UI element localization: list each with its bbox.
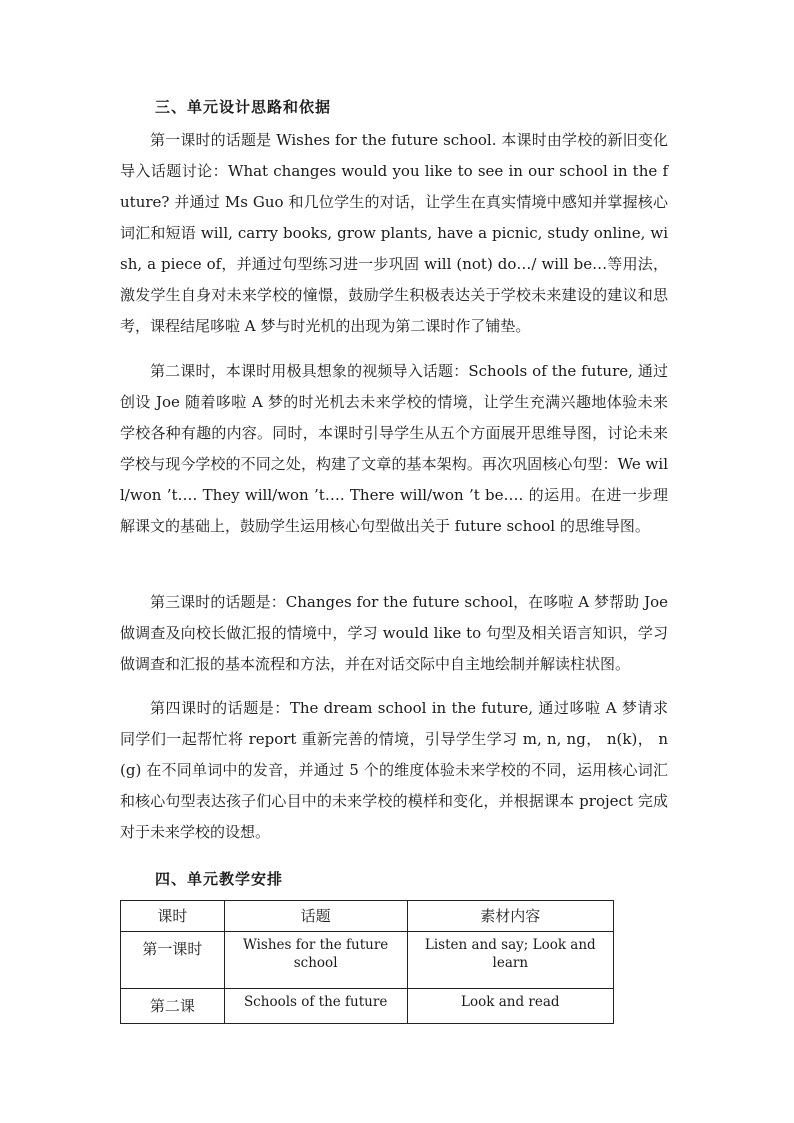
paragraph-lesson-2: 第二课时，本课时用极具想象的视频导入话题：Schools of the future, 通过创设 Joe 随着哆啦 A 梦的时光机去未来学校的情境，让学生充满兴趣地体验未来学校各种有趣的内容。同时，本课时引导学生从五个方面展开思维导图，讨论未来学校与现今学校的不同之处，构建了文章的基本架构。再次巩固核心句型：We will/won ’t…. They will/won ’t…. There will/won ’t be…. 的运用。在进一步理解课文的基础上，鼓励学生运用核心句型做出关于 future school 的思维导图。 bbox=[120, 362, 668, 535]
column-header-lesson: 课时 bbox=[121, 901, 225, 932]
section-heading-design-rationale: 三、单元设计思路和依据 bbox=[155, 98, 332, 116]
teaching-schedule-table bbox=[120, 900, 614, 1024]
lesson-cell: 第一课时 bbox=[121, 932, 225, 989]
table-row bbox=[121, 989, 614, 1024]
table-header-row bbox=[121, 901, 614, 932]
material-cell: Listen and say; Look and learn bbox=[407, 932, 613, 989]
paragraph-lesson-4: 第四课时的话题是：The dream school in the future, 通过哆啦 A 梦请求同学们一起帮忙将 report 重新完善的情境，引导学生学习 m, n, ng， n(k)， n(g) 在不同单词中的发音，并通过 5 个的维度体验未来学校的不同，运用核心词汇和核心句型表达孩子们心目中的未来学校的模样和变化，并根据课本 project 完成对于未来学校的设想。 bbox=[120, 699, 668, 841]
topic-cell: Wishes for the future school bbox=[224, 932, 407, 989]
lesson-cell: 第二课 bbox=[121, 989, 225, 1024]
paragraph-lesson-1: 第一课时的话题是 Wishes for the future school. 本课时由学校的新旧变化导入话题讨论：What changes would you like to see in our school in the future? 并通过 Ms Guo 和几位学生的对话，让学生在真实情境中感知并掌握核心词汇和短语 will, carry books, grow plants, have a picnic, study online, wish, a piece of，并通过句型练习进一步巩固 will (not) do…/ will be…等用法，激发学生自身对未来学校的憧憬，鼓励学生积极表达关于学校未来建设的建议和思考，课程结尾哆啦 A 梦与时光机的出现为第二课时作了铺垫。 bbox=[120, 131, 668, 335]
column-header-topic: 话题 bbox=[224, 901, 407, 932]
table-row bbox=[121, 932, 614, 989]
material-cell: Look and read bbox=[407, 989, 613, 1024]
paragraph-lesson-3: 第三课时的话题是：Changes for the future school，在哆啦 A 梦帮助 Joe 做调查及向校长做汇报的情境中，学习 would like to 句型及相关语言知识，学习做调查和汇报的基本流程和方法，并在对话交际中自主地绘制并解读柱状图。 bbox=[120, 593, 668, 673]
column-header-material: 素材内容 bbox=[407, 901, 613, 932]
topic-cell: Schools of the future bbox=[224, 989, 407, 1024]
section-heading-teaching-schedule: 四、单元教学安排 bbox=[155, 870, 284, 888]
